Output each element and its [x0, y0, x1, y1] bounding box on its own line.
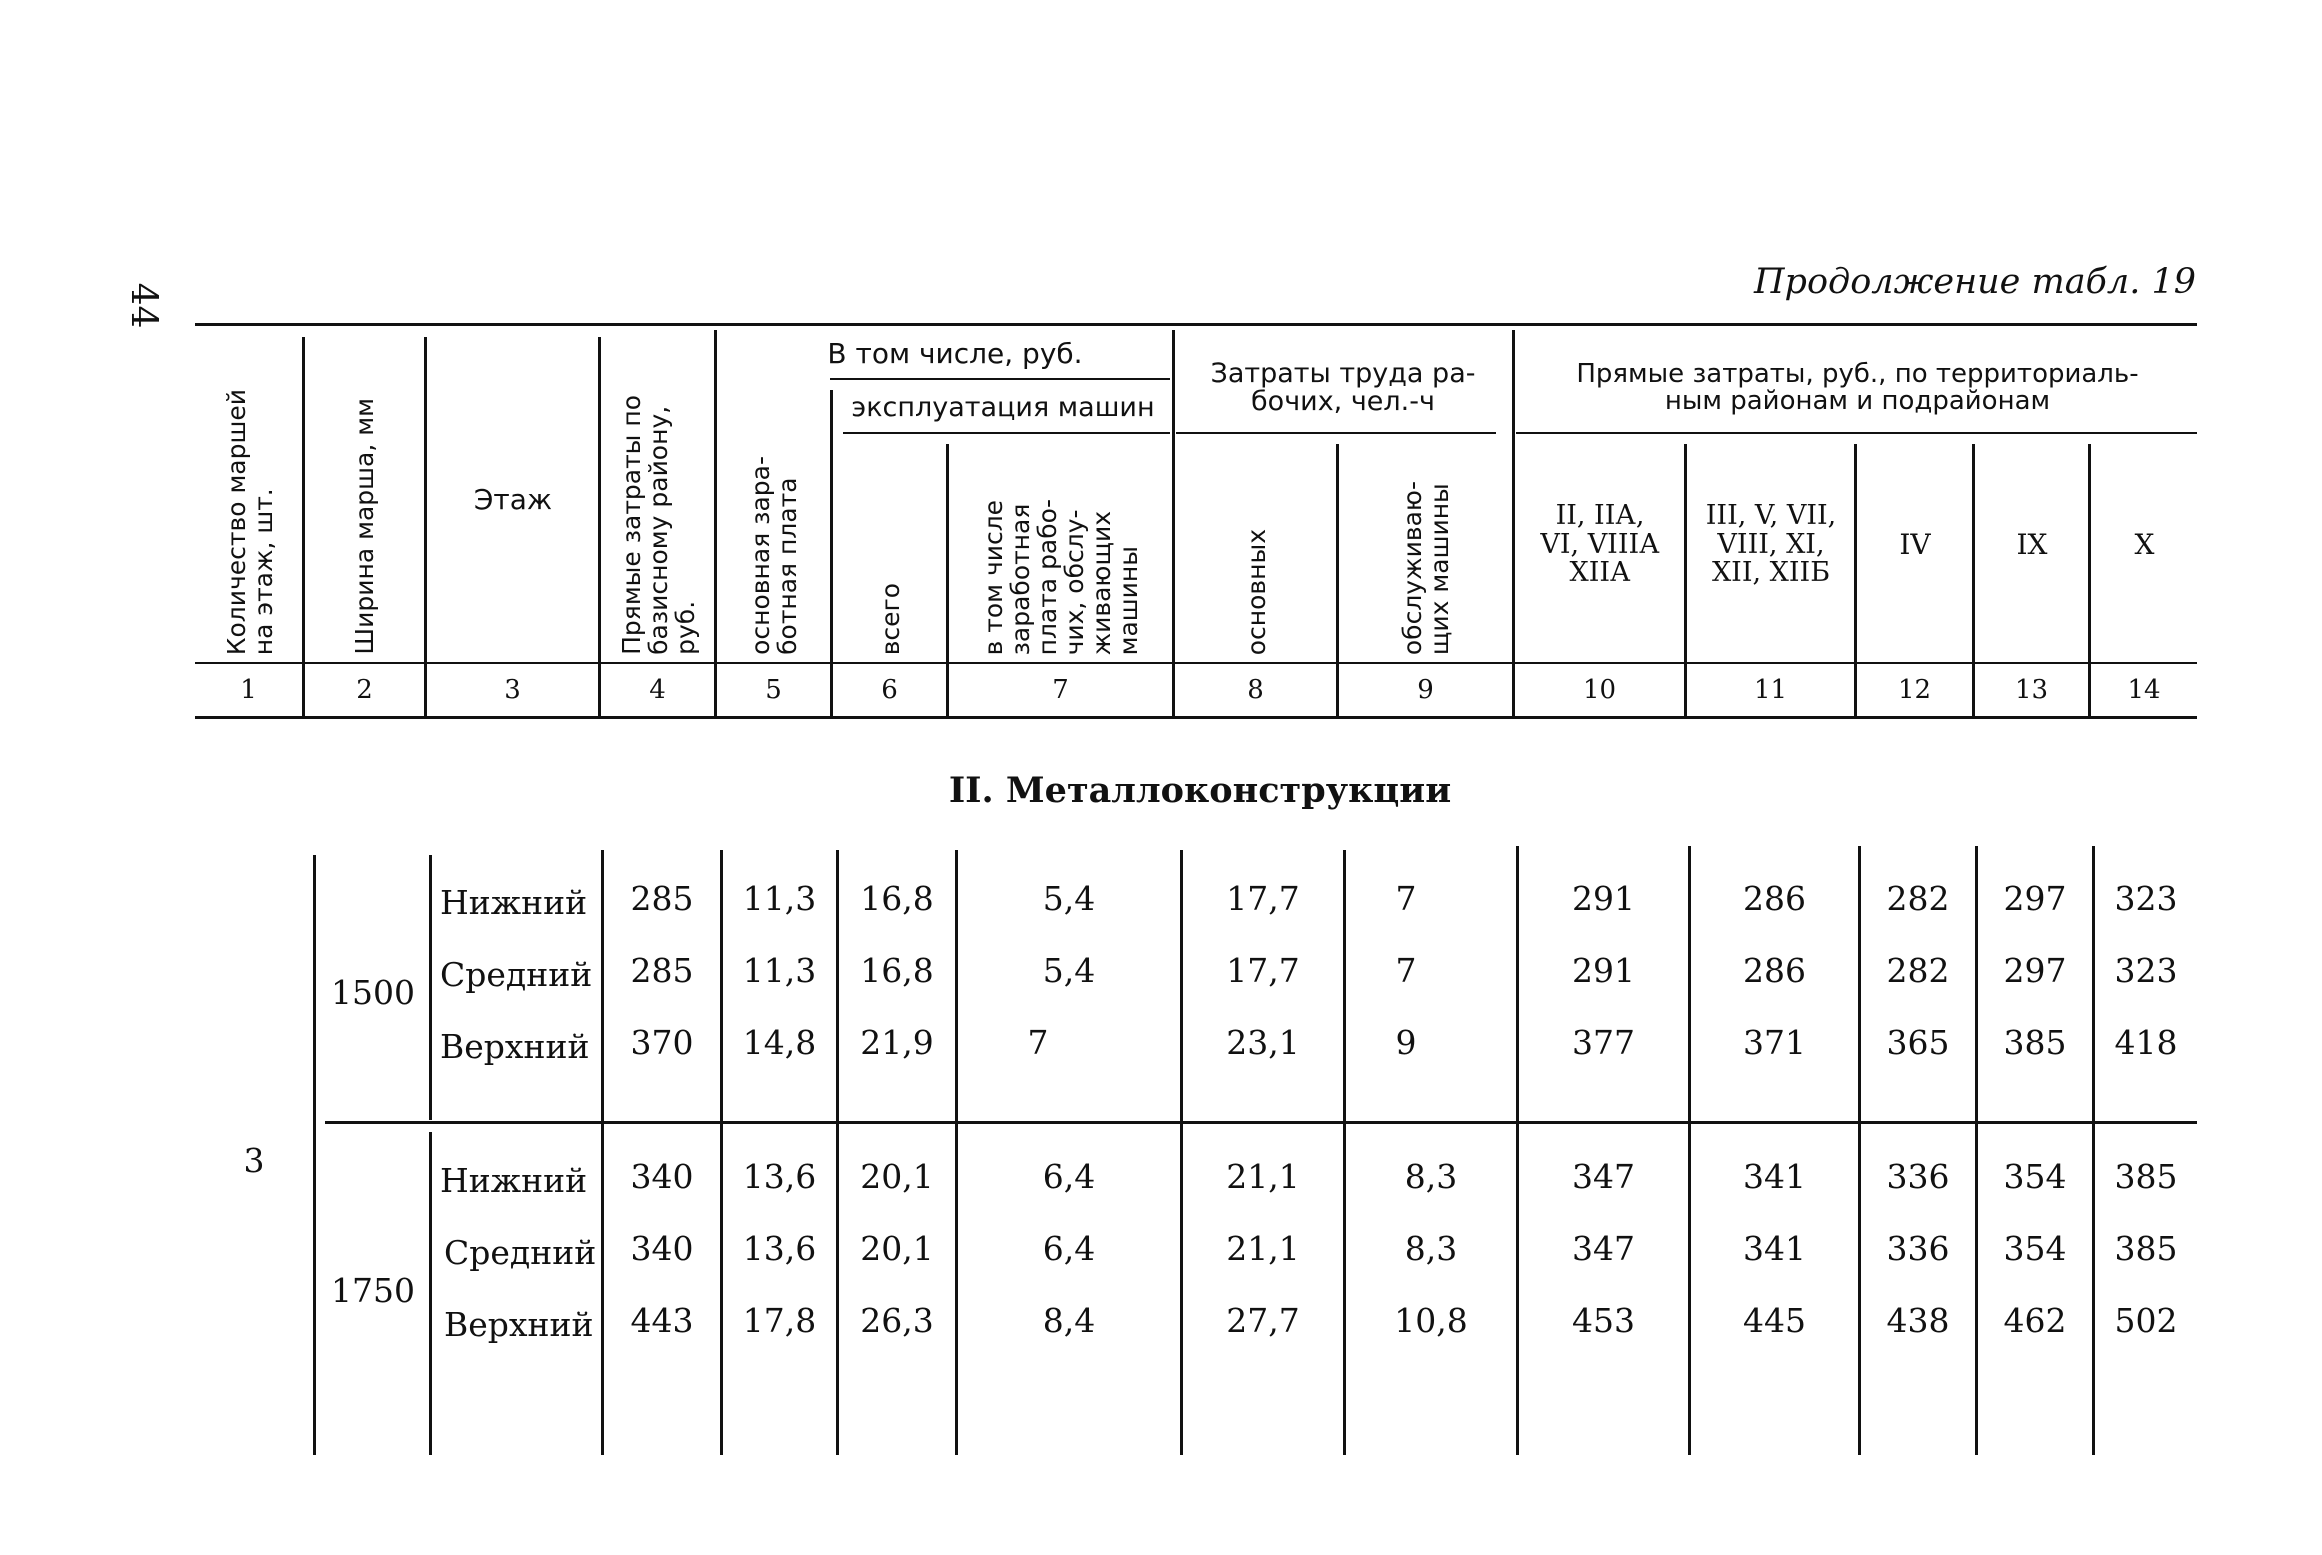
header-floor: Этаж: [473, 483, 553, 517]
g1-r2-c10: 291: [1572, 950, 1635, 990]
colnum-13: 13: [2014, 675, 2049, 705]
g2-r2-c10: 347: [1572, 1228, 1635, 1268]
g1-r1-c6: 16,8: [860, 878, 934, 918]
g2-r1-c14: 385: [2114, 1156, 2178, 1196]
header-total-text: всего: [875, 582, 905, 655]
g2-r3-c7: 8,4: [1042, 1300, 1096, 1340]
header-base-wage: [719, 390, 829, 655]
g1-r1-c9: 7: [1395, 878, 1417, 918]
header-total: [836, 444, 944, 655]
g2-r3-c11: 445: [1743, 1300, 1806, 1340]
group-separator: [325, 1121, 2197, 1124]
header-basis-cost-text: Прямые затраты по базисному району, руб.: [616, 395, 700, 655]
header-march-width-text: Ширина марша, мм: [350, 398, 379, 655]
g1-r3-floor: Верхний: [440, 1026, 590, 1066]
g2-r2-c8: 21,1: [1226, 1228, 1300, 1268]
rule-incl-group: [830, 378, 1170, 380]
colnum-6: 6: [881, 675, 898, 705]
g2-r1-floor: Нижний: [440, 1160, 588, 1200]
header-marches-count: [200, 330, 300, 655]
g1-r1-floor: Нижний: [440, 882, 588, 922]
g1-r3-c9: 9: [1395, 1022, 1417, 1062]
header-main-workers-text: основных: [1241, 528, 1271, 655]
g2-r1-c9: 8,3: [1404, 1156, 1458, 1196]
g2-r1-c8: 21,1: [1226, 1156, 1300, 1196]
header-region-ii: II, IIА, VI, VIIIА XIIА: [1540, 500, 1660, 589]
g2-r1-c13: 354: [2003, 1156, 2067, 1196]
g2-r1-c10: 347: [1572, 1156, 1635, 1196]
section-title: II. Металлоконструкции: [948, 769, 1452, 811]
header-region-ix: IX: [2016, 528, 2048, 562]
g1-r3-c8: 23,1: [1226, 1022, 1300, 1062]
g2-r2-c6: 20,1: [860, 1228, 934, 1268]
g1-r2-c13: 297: [2003, 950, 2067, 990]
colnum-12: 12: [1897, 675, 1932, 705]
g1-r3-c11: 371: [1743, 1022, 1806, 1062]
g2-r3-c10: 453: [1572, 1300, 1635, 1340]
g1-r2-c4: 285: [630, 950, 694, 990]
g1-r3-c6: 21,9: [860, 1022, 934, 1062]
g2-r3-c13: 462: [2003, 1300, 2067, 1340]
header-machine-workers: [1341, 444, 1511, 655]
g2-r1-c7: 6,4: [1042, 1156, 1096, 1196]
rule-regions-group: [1516, 432, 2197, 434]
body-vrule-1: [313, 855, 316, 1455]
page-number: [118, 275, 168, 335]
colnum-3: 3: [504, 675, 521, 705]
g1-r2-c7: 5,4: [1042, 950, 1096, 990]
g1-r2-c5: 11,3: [742, 950, 817, 990]
g1-r1-c4: 285: [630, 878, 694, 918]
colnum-5: 5: [765, 675, 782, 705]
g1-r1-c10: 291: [1572, 878, 1635, 918]
header-region-x: X: [2134, 528, 2155, 562]
header-top-rule: [195, 323, 2197, 326]
colnum-14: 14: [2127, 675, 2161, 705]
page-number-text: 44: [122, 282, 164, 328]
g1-r3-c5: 14,8: [742, 1022, 817, 1062]
header-bottom-rule: [195, 716, 2197, 719]
g1-r1-c7: 5,4: [1042, 878, 1096, 918]
g1-r1-c11: 286: [1743, 878, 1806, 918]
rule-labor-group: [1176, 432, 1496, 434]
colnum-7: 7: [1052, 675, 1069, 705]
rule-colnum-top: [195, 662, 2197, 664]
vrule-9: [1512, 330, 1515, 717]
vrule-2: [424, 337, 427, 717]
vrule-3: [598, 337, 601, 717]
g2-r2-c5: 13,6: [742, 1228, 817, 1268]
g1-r2-c14: 323: [2114, 950, 2178, 990]
g2-r2-c12: 336: [1886, 1228, 1950, 1268]
g1-r2-c8: 17,7: [1226, 950, 1300, 990]
colnum-8: 8: [1247, 675, 1264, 705]
g1-r3-c7: 7: [1027, 1022, 1049, 1062]
g1-r3-c10: 377: [1572, 1022, 1635, 1062]
g2-r3-c8: 27,7: [1226, 1300, 1300, 1340]
g2-r1-c5: 13,6: [742, 1156, 817, 1196]
g1-r3-c12: 365: [1886, 1022, 1950, 1062]
g2-r3-c6: 26,3: [860, 1300, 934, 1340]
g2-r1-c4: 340: [630, 1156, 694, 1196]
header-march-width: [307, 330, 422, 655]
vrule-7: [1172, 330, 1175, 717]
header-labor-group: Затраты труда ра- бочих, чел.-ч: [1210, 357, 1476, 417]
header-main-workers: [1178, 444, 1334, 655]
g2-r1-c12: 336: [1886, 1156, 1950, 1196]
g2-r2-c7: 6,4: [1042, 1228, 1096, 1268]
g1-r1-c12: 282: [1886, 878, 1950, 918]
g1-r2-c6: 16,8: [860, 950, 934, 990]
continuation-caption: Продолжение табл. 19: [1754, 262, 2196, 302]
header-machine-workers-text: обслуживаю- щих машины: [1398, 480, 1454, 655]
colnum-9: 9: [1417, 675, 1434, 705]
g2-r2-c13: 354: [2003, 1228, 2067, 1268]
header-marches-count-text: Количество маршей на этаж, шт.: [222, 388, 278, 655]
g1-r3-c4: 370: [630, 1022, 694, 1062]
rule-exploit-group: [843, 432, 1170, 434]
header-region-iv: IV: [1899, 528, 1931, 562]
g2-r3-floor: Верхний: [444, 1304, 594, 1344]
g2-r1-c11: 341: [1743, 1156, 1806, 1196]
g2-r3-c5: 17,8: [742, 1300, 817, 1340]
g2-r2-floor: Средний: [444, 1232, 597, 1272]
group-width-2: 1750: [331, 1270, 415, 1310]
g1-r3-c14: 418: [2114, 1022, 2178, 1062]
g2-r2-c11: 341: [1743, 1228, 1806, 1268]
header-base-wage-text: основная зара- ботная плата: [746, 456, 802, 655]
g2-r2-c4: 340: [630, 1228, 694, 1268]
header-machine-exploitation: эксплуатация машин: [851, 391, 1155, 423]
g2-r3-c14: 502: [2114, 1300, 2178, 1340]
colnum-10: 10: [1582, 675, 1617, 705]
header-machine-wage-text: в том числе заработная плата рабо- чих, обслу- живающих машины: [979, 498, 1143, 655]
header-machine-wage: [951, 444, 1171, 655]
header-region-iii: III, V, VII, VIII, XI, XII, XIIБ: [1705, 500, 1837, 589]
marches-count: 3: [243, 1140, 265, 1180]
g1-r1-c13: 297: [2003, 878, 2067, 918]
colnum-1: 1: [240, 675, 257, 705]
g1-r1-c5: 11,3: [742, 878, 817, 918]
g1-r1-c8: 17,7: [1226, 878, 1300, 918]
colnum-4: 4: [649, 675, 666, 705]
g1-r2-c9: 7: [1395, 950, 1417, 990]
g1-r2-c11: 286: [1743, 950, 1806, 990]
header-including-group: В том числе, руб.: [827, 337, 1083, 371]
g1-r3-c13: 385: [2003, 1022, 2067, 1062]
g2-r2-c9: 8,3: [1404, 1228, 1458, 1268]
g2-r3-c12: 438: [1886, 1300, 1950, 1340]
colnum-11: 11: [1753, 675, 1788, 705]
g2-r3-c9: 10,8: [1394, 1300, 1468, 1340]
g1-r1-c14: 323: [2114, 878, 2178, 918]
header-regions-group: Прямые затраты, руб., по территориаль- ным районам и подрайонам: [1576, 358, 2139, 416]
vrule-4: [714, 330, 717, 717]
g2-r3-c4: 443: [630, 1300, 694, 1340]
g2-r2-c14: 385: [2114, 1228, 2178, 1268]
vrule-1: [302, 337, 305, 717]
header-basis-cost: [603, 330, 713, 655]
g1-r2-floor: Средний: [440, 954, 593, 994]
g2-r1-c6: 20,1: [860, 1156, 934, 1196]
group-width-1: 1500: [331, 972, 415, 1012]
g1-r2-c12: 282: [1886, 950, 1950, 990]
colnum-2: 2: [356, 675, 373, 705]
